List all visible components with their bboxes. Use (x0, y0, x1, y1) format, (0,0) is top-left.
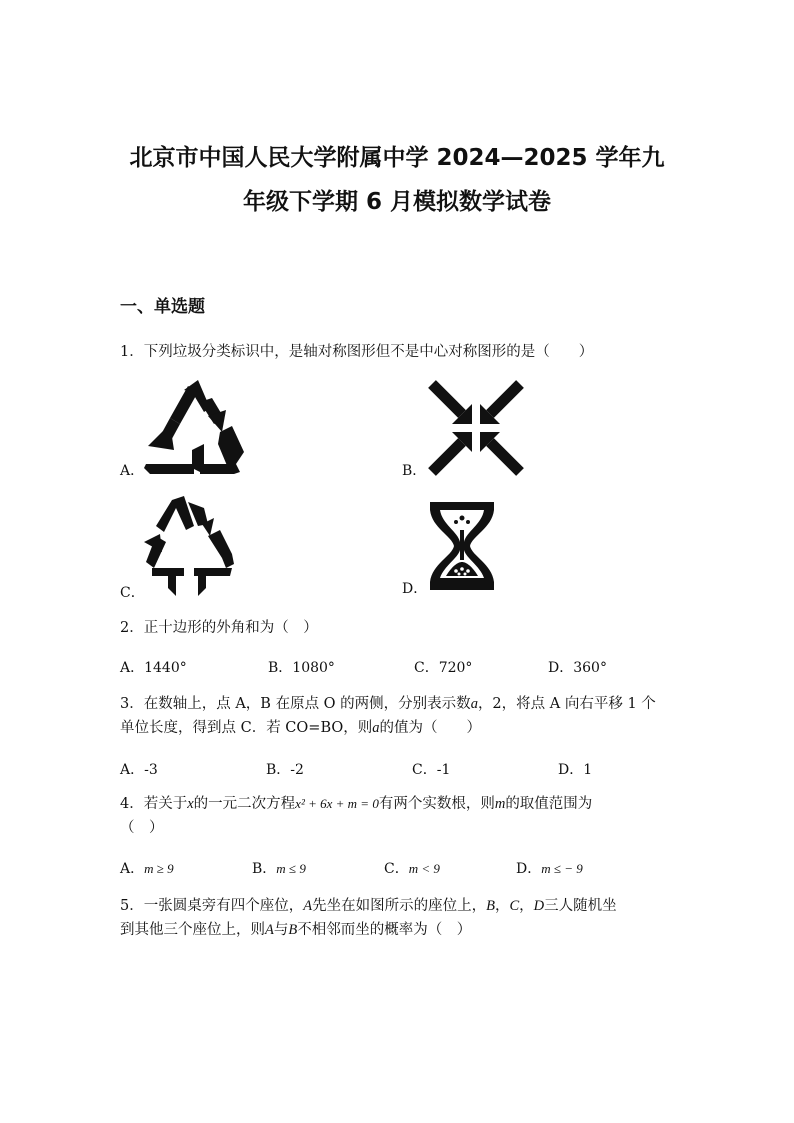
q3-var-a-2: a (372, 720, 380, 736)
q3-text-line-2a: 单位长度，得到点 C．若 CO=BO，则 (120, 720, 373, 736)
q4-option-c-math: m < 9 (408, 861, 440, 876)
q3-text-line-2b: 的值为（ ） (379, 720, 482, 736)
q3-text-part-1: 3．在数轴上，点 A，B 在原点 O 的两侧，分别表示数 (120, 696, 471, 712)
q4-var-x: x (187, 796, 194, 812)
q5-text-part-1: 5．一张圆桌旁有四个座位， (120, 898, 304, 914)
q5-text-line-2c: 不相邻而坐的概率为（ ） (297, 922, 472, 938)
q4-option-a-label: A． (120, 861, 145, 877)
q3-option-c: C．-1 (412, 762, 451, 778)
q4-text-part-4: 的取值范围为 (505, 796, 593, 812)
q4-option-a (120, 858, 174, 878)
q5-text-line-2b: 与 (273, 922, 289, 938)
title-line-2: 年级下学期 6 月模拟数学试卷 (242, 189, 552, 215)
q1-option-a-label: A． (120, 463, 145, 479)
recycle-arrows-icon (140, 380, 246, 476)
q5-text-part-3: 三人随机坐 (544, 898, 617, 914)
q4-option-b-label: B． (252, 861, 277, 877)
q2-option-a: A．1440° (120, 660, 187, 676)
question-4-text (120, 792, 680, 840)
q4-option-c (384, 858, 440, 878)
q5-var-b: B (486, 898, 495, 914)
q4-option-c-label: C． (384, 861, 409, 877)
q2-option-b: B．1080° (268, 660, 335, 676)
question-5-text (120, 894, 680, 942)
page-title (90, 136, 704, 224)
q5-var-a: A (303, 898, 313, 914)
q4-text-part-2: 的一元二次方程 (193, 796, 296, 812)
question-3-text (120, 692, 680, 740)
q1-option-d-label: D． (402, 581, 428, 597)
q4-option-d-label: D． (516, 861, 542, 877)
q1-option-b-label: B． (402, 463, 427, 479)
q4-option-b (252, 858, 306, 878)
q4-text-line-2: （ ） (120, 820, 164, 836)
title-line-1: 北京市中国人民大学附属中学 2024—2025 学年九 (129, 145, 665, 171)
q5-var-c: C (509, 898, 520, 914)
hourglass-icon (426, 498, 498, 594)
q5-sep-1: ， (494, 898, 510, 914)
q1-option-c-label: C． (120, 585, 145, 601)
q5-text-part-2: 先坐在如图所示的座位上， (312, 898, 487, 914)
q4-text-part-3: 有两个实数根，则 (378, 796, 495, 812)
q4-equation: x² + 6x + m = 0 (295, 796, 379, 811)
q5-sep-2: ， (519, 898, 534, 914)
question-1-text: 1．下列垃圾分类标识中，是轴对称图形但不是中心对称图形的是（ ） (120, 344, 594, 360)
question-2-text: 2．正十边形的外角和为（ ） (120, 620, 318, 636)
q4-option-b-math: m ≤ 9 (276, 861, 306, 876)
q5-var-a-2: A (265, 922, 274, 938)
q4-option-d-math: m ≤ − 9 (541, 861, 583, 876)
q5-var-d: D (533, 898, 545, 914)
q5-var-b-2: B (288, 922, 298, 938)
q4-option-a-math: m ≥ 9 (144, 861, 174, 876)
q5-text-line-2a: 到其他三个座位上，则 (120, 922, 265, 938)
q3-var-a: a (470, 696, 478, 712)
recycle-tree-icon (142, 496, 236, 596)
q4-text-part-1: 4．若关于 (120, 796, 188, 812)
four-arrows-inward-icon (428, 380, 524, 476)
q3-option-a: A．-3 (120, 762, 158, 778)
q3-option-b: B．-2 (266, 762, 304, 778)
q4-option-d (516, 858, 583, 878)
q2-option-d: D．360° (548, 660, 607, 676)
q3-option-d: D．1 (558, 762, 593, 778)
q2-option-c: C．720° (414, 660, 473, 676)
section-heading: 一、单选题 (120, 297, 205, 317)
q3-text-part-2: ，2，将点 A 向右平移 1 个 (477, 696, 656, 712)
q4-var-m: m (494, 796, 506, 812)
